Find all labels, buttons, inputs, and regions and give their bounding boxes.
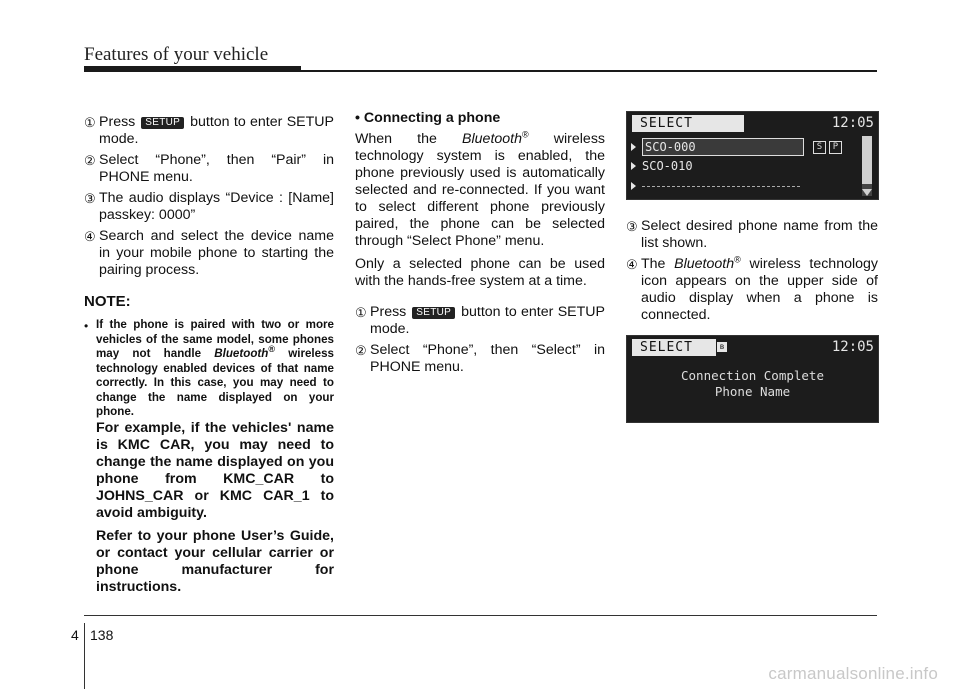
step-number: ④	[626, 257, 638, 272]
page-header-title: Features of your vehicle	[84, 44, 269, 65]
footer-divider	[84, 623, 85, 689]
empty-slot	[642, 178, 800, 187]
step-4	[84, 228, 334, 279]
step-number: ②	[84, 153, 96, 168]
step-4	[626, 256, 878, 324]
header-bar	[84, 66, 301, 72]
screen-clock: 12:05	[831, 339, 874, 355]
step-text: Select “Phone”, then “Pair” in PHONE menu.	[99, 152, 334, 185]
registered-mark: ®	[268, 344, 275, 355]
phone-list-item-empty[interactable]	[631, 178, 800, 194]
flag-p: P	[829, 141, 842, 154]
step-text-post: wireless technology icon appears on the upper side of audio display when a phone is connected.	[641, 256, 879, 323]
step-2	[84, 152, 334, 186]
watermark: carmanualsonline.info	[768, 664, 938, 683]
registered-mark: ®	[522, 129, 529, 140]
flag-s: S	[813, 141, 826, 154]
screen-title: SELECT	[632, 115, 744, 132]
setup-button-icon: SETUP	[141, 117, 184, 129]
footer-rule	[84, 615, 877, 616]
step-text-pre: Press	[370, 304, 407, 320]
step-2	[355, 342, 605, 376]
note-text-b: wireless technology enabled devices of that name correctly. In this case, you may need to change the name displayed on your phone.	[96, 347, 334, 418]
chapter-number: 4	[71, 627, 79, 643]
screen-clock: 12:05	[831, 115, 874, 131]
step-number: ③	[84, 191, 96, 206]
connecting-paragraph	[355, 131, 605, 250]
para-text-post: wireless technology system is enabled, the phone previously used is automatically selected and re-connected. If you want to select different phone previously paired, the phone can be selected through “Select Phone” menu.	[355, 131, 606, 249]
phone-name: SCO-010	[642, 159, 693, 173]
arrow-right-icon	[631, 182, 636, 190]
bluetooth-brand: Bluetooth	[214, 347, 269, 360]
note-example-text: For example, if the vehicles' name is KMC CAR, you may need to change the name displayed on you phone from KMC_CAR to JOHNS_CAR or KMC CAR_1 to avoid ambiguity.	[96, 419, 334, 521]
connection-message	[627, 368, 878, 400]
scroll-down-icon	[862, 189, 872, 196]
note-bullet-item	[84, 318, 334, 596]
step-text: The audio displays “Device : [Name] passkey: 0000”	[99, 190, 334, 223]
step-text-pre: Press	[99, 114, 136, 130]
middle-column	[355, 110, 605, 380]
select-phone-screen	[626, 111, 879, 200]
step-text: Select desired phone name from the list shown.	[641, 218, 878, 251]
step-text: Search and select the device name in your mobile phone to starting the pairing process.	[99, 228, 334, 278]
step-number: ①	[355, 305, 367, 320]
connection-complete-screen	[626, 335, 879, 423]
note-refer-text: Refer to your phone User’s Guide, or contact your cellular carrier or phone manufacturer for instructions.	[96, 527, 334, 595]
phone-list-item[interactable]	[631, 158, 693, 174]
para-text-pre: When the	[355, 131, 463, 147]
arrow-right-icon	[631, 162, 636, 170]
right-column	[626, 218, 878, 328]
step-text-post: button to enter SETUP mode.	[370, 304, 605, 337]
scroll-thumb[interactable]	[862, 136, 872, 184]
bluetooth-icon: ʙ	[717, 342, 727, 352]
step-text-post: button to enter SETUP mode.	[99, 114, 334, 147]
step-3	[626, 218, 878, 252]
section-heading: • Connecting a phone	[355, 110, 501, 126]
note-text-a: If the phone is paired with two or more vehicles of the same model, some phones may not handle	[96, 318, 334, 360]
bullet-dot: •	[84, 319, 89, 333]
header-rule	[301, 70, 877, 72]
step-1	[84, 114, 334, 148]
single-phone-paragraph: Only a selected phone can be used with the hands-free system at a time.	[355, 256, 605, 289]
left-column	[84, 114, 334, 596]
page-number: 138	[90, 627, 114, 643]
scrollbar[interactable]	[862, 136, 872, 196]
step-number: ③	[626, 219, 638, 234]
screen-title: SELECT	[632, 339, 716, 356]
registered-mark: ®	[734, 254, 741, 265]
bluetooth-brand: Bluetooth	[674, 256, 735, 272]
phone-name: SCO-000	[642, 138, 804, 156]
step-3	[84, 190, 334, 224]
step-number: ②	[355, 343, 367, 358]
step-1	[355, 304, 605, 338]
setup-button-icon: SETUP	[412, 307, 455, 319]
step-text-pre: The	[641, 256, 675, 272]
bluetooth-brand: Bluetooth	[462, 131, 522, 147]
step-number: ④	[84, 229, 96, 244]
message-line-1: Connection Complete	[681, 368, 824, 383]
step-number: ①	[84, 115, 96, 130]
note-heading: NOTE:	[84, 293, 131, 310]
message-line-2: Phone Name	[714, 384, 791, 399]
note-small-text	[96, 318, 334, 420]
phone-list-item[interactable]	[631, 138, 804, 154]
arrow-right-icon	[631, 143, 636, 151]
step-text: Select “Phone”, then “Select” in PHONE menu.	[370, 342, 605, 375]
